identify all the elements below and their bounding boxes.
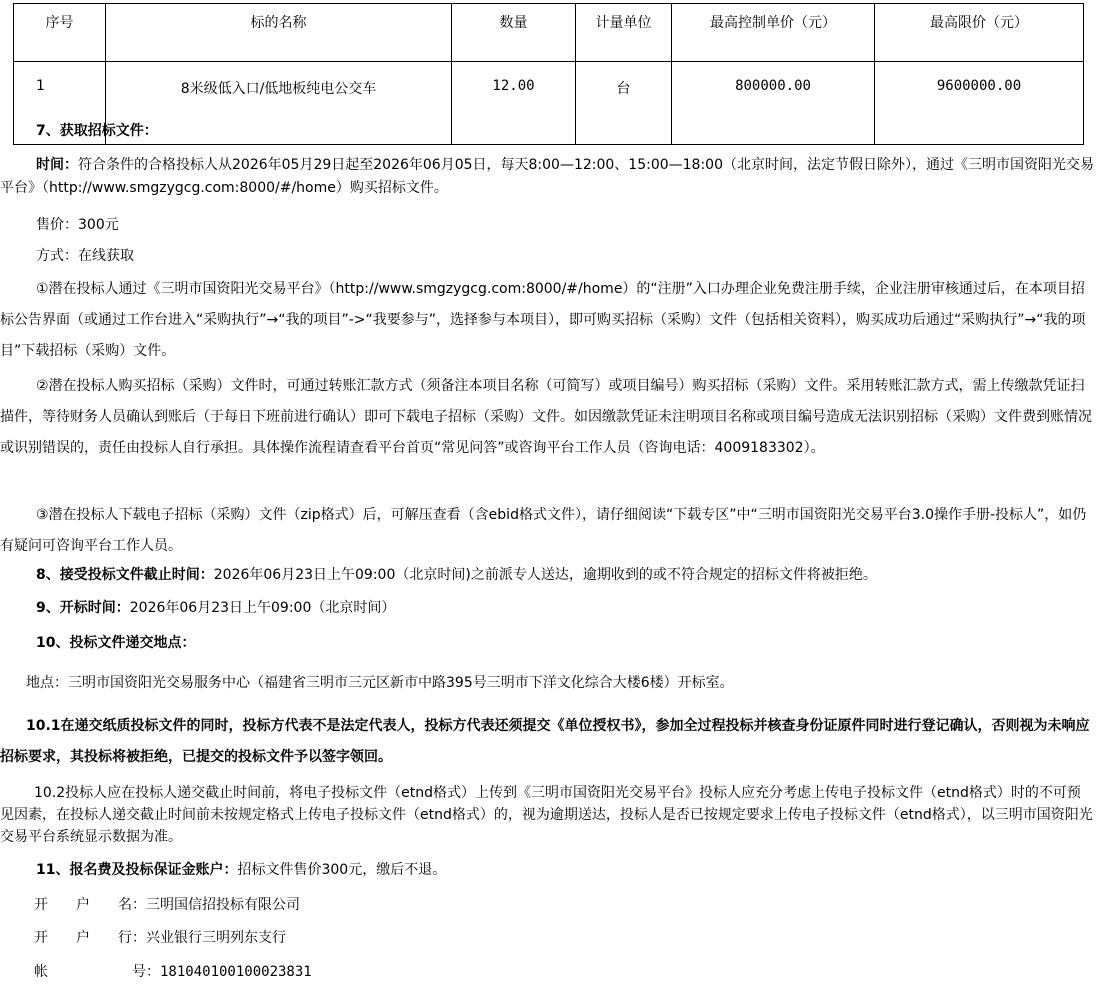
section-11-heading: 11、报名费及投标保证金账户：	[36, 862, 238, 878]
cell-max-total-price: 9600000.00	[875, 62, 1084, 145]
section-10-heading: 10、投标文件递交地点：	[36, 635, 196, 651]
header-max-total-price: 最高限价（元）	[875, 4, 1084, 62]
section-7-time	[0, 154, 1094, 200]
header-quantity: 数量	[452, 4, 576, 62]
cell-unit: 台	[576, 62, 672, 145]
bank-value: 兴业银行三明列东支行	[146, 930, 286, 946]
account-number-value: 181040100100023831	[160, 964, 312, 980]
section-7-price: 售价：300元	[36, 217, 119, 233]
header-item-name: 标的名称	[106, 4, 452, 62]
cell-max-unit-price: 800000.00	[672, 62, 875, 145]
section-11-text: 招标文件售价300元，缴后不退。	[237, 862, 447, 878]
section-10-2: 10.2投标人应在投标人递交截止时间前，将电子投标文件（etnd格式）上传到《三明市国资阳光交易平台》投标人应充分考虑上传电子投标文件（etnd格式）时的不可预见因素，在投标人递交截止时间前未按规定格式上传电子投标文件（etnd格式）的，视为逾期送达，投标人是否已按规定要求上传电子投标文件（etnd格式），以三明市国资阳光交易平台系统显示数据为准。	[0, 785, 1093, 845]
account-name-line	[34, 896, 300, 914]
section-8-heading: 8、接受投标文件截止时间：	[36, 567, 214, 583]
bid-items-table	[13, 3, 1084, 145]
section-8	[36, 566, 877, 584]
bank-label: 开 户 行：	[34, 930, 146, 946]
account-name-value: 三明国信招投标有限公司	[146, 897, 300, 913]
section-7-paragraph-2: ②潜在投标人购买招标（采购）文件时，可通过转账汇款方式（须备注本项目名称（可简写）或项目编号）购买招标（采购）文件。采用转账汇款方式，需上传缴款凭证扫描件，等待财务人员确认到账后（于每日下班前进行确认）即可下载电子招标（采购）文件。如因缴款凭证未注明项目名称或项目编号造成无法识别招标（采购）文件费到账情况或识别错误的，责任由投标人自行承担。具体操作流程请查看平台首页“常见问答”或咨询平台工作人员（咨询电话：4009183302）。	[0, 378, 1092, 456]
section-9-heading: 9、开标时间：	[36, 600, 130, 616]
header-seq: 序号	[14, 4, 106, 62]
cell-seq: 1	[14, 62, 106, 145]
section-7-heading: 7、获取招标文件：	[36, 123, 158, 139]
section-10-1: 10.1在递交纸质投标文件的同时，投标方代表不是法定代表人，投标方代表还须提交《单位授权书》，参加全过程投标并核查身份证原件同时进行登记确认，否则视为未响应招标要求，其投标将被拒绝，已提交的投标文件予以签字领回。	[0, 718, 1090, 765]
time-text: 符合条件的合格投标人从2026年05月29日起至2026年06月05日，每天8:00—12:00、15:00—18:00（北京时间，法定节假日除外），通过《三明市国资阳光交易平台》（http://www.smgzygcg.com:8000/#/home）购买招标文件。	[0, 157, 1094, 196]
header-max-unit-price: 最高控制单价（元）	[672, 4, 875, 62]
account-name-label: 开 户 名：	[34, 897, 146, 913]
time-label: 时间：	[36, 157, 78, 173]
section-10-address: 地点：三明市国资阳光交易服务中心（福建省三明市三元区新市中路395号三明市下洋文化综合大楼6楼）开标室。	[26, 675, 734, 691]
section-9-text: 2026年06月23日上午09:00（北京时间）	[129, 600, 396, 616]
section-11	[36, 861, 446, 879]
table-header-row	[14, 4, 1084, 62]
account-number-line	[34, 963, 312, 981]
cell-item-name: 8米级低入口/低地板纯电公交车	[106, 62, 452, 145]
cell-quantity: 12.00	[452, 62, 576, 145]
account-number-label: 帐 号：	[34, 964, 160, 980]
header-unit: 计量单位	[576, 4, 672, 62]
section-7-method: 方式：在线获取	[36, 248, 134, 264]
bank-line	[34, 929, 286, 947]
section-8-text: 2026年06月23日上午09:00（北京时间)之前派专人送达，逾期收到的或不符合规定的招标文件将被拒绝。	[213, 567, 877, 583]
section-9	[36, 599, 395, 617]
table-row	[14, 62, 1084, 145]
section-7-paragraph-1: ①潜在投标人通过《三明市国资阳光交易平台》（http://www.smgzygcg.com:8000/#/home）的“注册”入口办理企业免费注册手续，企业注册审核通过后，在本项目招标公告界面（或通过工作台进入“采购执行”→“我的项目”->“我要参与”，选择参与本项目），即可购买招标（采购）文件（包括相关资料），购买成功后通过“采购执行”→“我的项目”下载招标（采购）文件。	[0, 281, 1086, 359]
section-7-paragraph-3: ③潜在投标人下载电子招标（采购）文件（zip格式）后，可解压查看（含ebid格式文件），请仔细阅读“下载专区”中“三明市国资阳光交易平台3.0操作手册-投标人”，如仍有疑问可咨询平台工作人员。	[0, 507, 1087, 554]
